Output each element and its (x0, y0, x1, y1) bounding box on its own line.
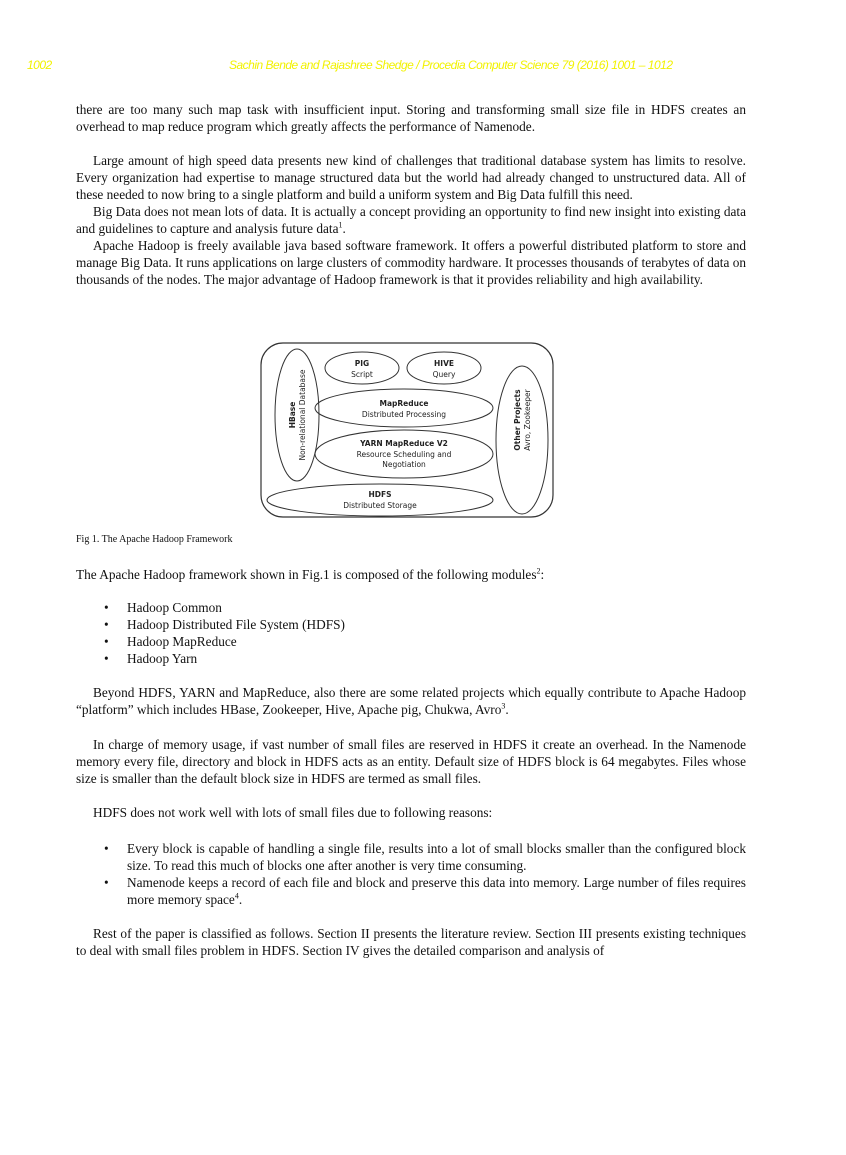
hdfs-sub: Distributed Storage (343, 501, 417, 510)
text: Large amount of high speed data presents new kind of challenges that traditional database system has limits to resolve. Every organization had expertise to manage structured data but the world had already changed to unstructured data. All of these needed to now bring to a single platform and build a uniform system and Big Data fulfill this need. (76, 153, 746, 202)
yarn-sub1: Resource Scheduling and (356, 450, 452, 459)
mapreduce-title: MapReduce (379, 399, 429, 408)
hadoop-framework-figure (258, 340, 558, 520)
hdfs-title: HDFS (368, 490, 392, 499)
paragraph-1 (76, 101, 746, 135)
pig-sub: Script (351, 370, 373, 379)
text: Rest of the paper is classified as follows. Section II presents the literature review. Section III presents existing techniques to deal with small files problem in HDFS. Section IV gives the detailed comparison and analysis of (76, 926, 746, 958)
page-number: 1002 (27, 58, 52, 72)
hbase-title: HBase (288, 401, 297, 429)
citation-ref: 1 (338, 220, 343, 230)
list-item: • Namenode keeps a record of each file and block and preserve this data into memory. Large number of files requires more memory space$^4$. (76, 874, 746, 908)
list-item: • Hadoop MapReduce (76, 633, 746, 650)
citation-ref: 4 (234, 891, 239, 901)
paragraph-modules: The Apache Hadoop framework shown in Fig.1 is composed of the following modules$^2$: (76, 566, 545, 582)
other-title: Other Projects (513, 389, 522, 451)
list-item: • Hadoop Distributed File System (HDFS) (76, 616, 746, 633)
list-item: • Every block is capable of handling a single file, results into a lot of small blocks smaller than the configured block size. To read this much of blocks one after another is very time consuming. (76, 840, 746, 874)
paragraph-related: Beyond HDFS, YARN and MapReduce, also there are some related projects which equally contribute to Apache Hadoop “platform” which includes HBase, Zookeeper, Hive, Apache pig, Chukwa, Avro$^3$. (76, 685, 746, 717)
yarn-sub2: Negotiation (382, 460, 426, 469)
text: Namenode keeps a record of each file and block and preserve this data into memory. Large number of files requires more memory space (127, 875, 746, 907)
text: HDFS does not work well with lots of small files due to following reasons: (93, 805, 493, 820)
yarn-title: YARN MapReduce V2 (360, 439, 448, 448)
paragraph-organization (76, 925, 746, 959)
mapreduce-sub: Distributed Processing (361, 410, 447, 419)
text: The Apache Hadoop framework shown in Fig.1 is composed of the following modules (76, 567, 537, 582)
paragraph-memory (76, 736, 746, 787)
text: Apache Hadoop is freely available java based software framework. It offers a powerful distributed platform to store and manage Big Data. It runs applications on large clusters of commodity hardware. It processes thousands of terabytes of data on thousands of the nodes. The major advantage of Hadoop framework is that it provides reliability and high availability. (76, 238, 746, 287)
paragraph-reasons (76, 804, 746, 821)
text: there are too many such map task with insufficient input. Storing and transforming small size file in HDFS creates an overhead to map reduce program which greatly affects the performance of Namenode. (76, 102, 746, 134)
citation-ref: 2 (536, 566, 541, 576)
hive-title: HIVE (434, 359, 454, 368)
figure-caption: Fig 1. The Apache Hadoop Framework (76, 534, 233, 545)
citation-ref: 3 (501, 701, 506, 711)
running-header: Sachin Bende and Rajashree Shedge / Procedia Computer Science 79 (2016) 1001 – 1012 (229, 58, 673, 72)
text: In charge of memory usage, if vast number of small files are reserved in HDFS it create an overhead. In the Namenode memory every file, directory and block in HDFS acts as an entity. Default size of HDFS block is 64 megabytes. Files whose size is smaller than the default block size in HDFS are termed as small files. (76, 737, 746, 786)
hive-sub: Query (432, 370, 456, 379)
modules-list (76, 599, 746, 667)
list-item: • Hadoop Yarn (76, 650, 746, 667)
list-item: • Hadoop Common (76, 599, 746, 616)
paragraph-big-data: Big Data does not mean lots of data. It is actually a concept providing an opportunity to find new insight into existing data and guidelines to capture and analysis future data$^1$. (76, 204, 746, 236)
reasons-list (76, 840, 746, 908)
paragraph-group-2 (76, 152, 746, 288)
text: Beyond HDFS, YARN and MapReduce, also there are some related projects which equally contribute to Apache Hadoop “platform” which includes HBase, Zookeeper, Hive, Apache pig, Chukwa, Avro (76, 685, 746, 717)
other-sub: Avro, Zookeeper (523, 389, 532, 451)
pig-title: PIG (354, 359, 370, 368)
hbase-sub: Non-relational Database (298, 369, 307, 461)
text: Big Data does not mean lots of data. It is actually a concept providing an opportunity to find new insight into existing data and guidelines to capture and analysis future data (76, 204, 746, 236)
